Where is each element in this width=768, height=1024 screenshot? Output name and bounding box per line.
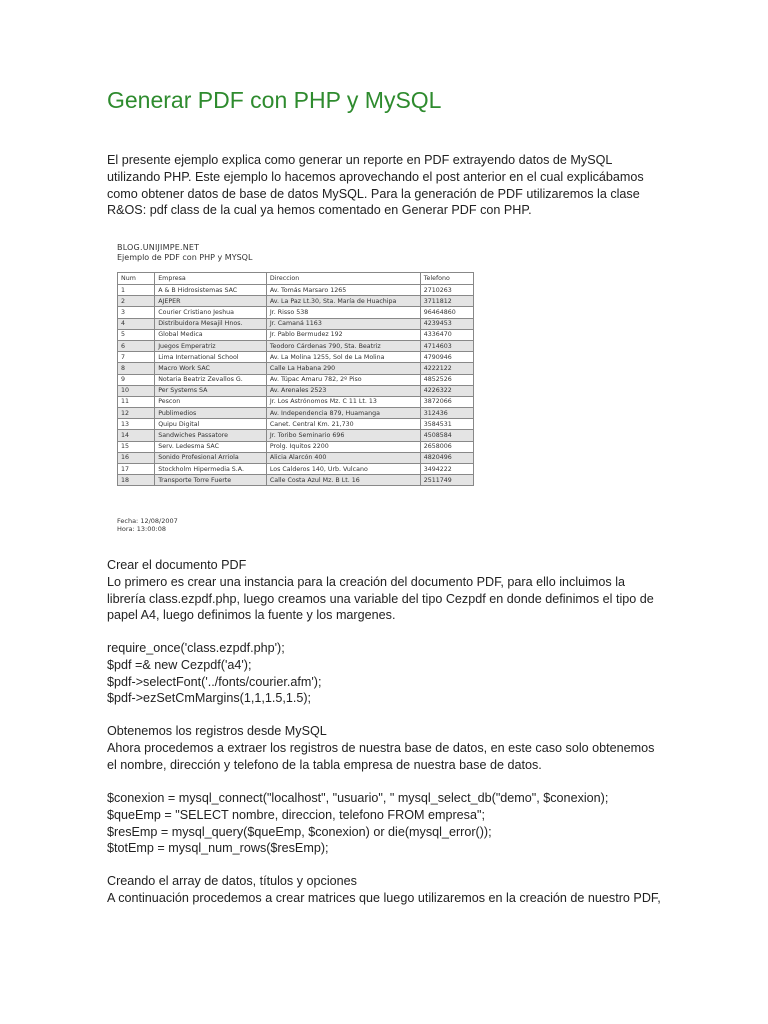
intro-line: R&OS: pdf class de la cual ya hemos comentado en Generar PDF con PHP. bbox=[107, 203, 532, 218]
table-row bbox=[118, 408, 474, 419]
section-line: Lo primero es crear una instancia para la creación del documento PDF, para ello incluimos la bbox=[107, 574, 626, 589]
table-cell: Publimedios bbox=[155, 408, 267, 419]
table-cell: 18 bbox=[118, 475, 155, 486]
section-crear bbox=[107, 557, 667, 624]
table-row bbox=[118, 340, 474, 351]
table-cell: 12 bbox=[118, 408, 155, 419]
table-cell: Av. Tomás Marsaro 1265 bbox=[266, 285, 420, 296]
table-cell: Canet. Central Km. 21,730 bbox=[266, 419, 420, 430]
table-cell: Los Calderos 140, Urb. Vulcano bbox=[266, 464, 420, 475]
table-row bbox=[118, 396, 474, 407]
table-cell: 3711812 bbox=[420, 296, 473, 307]
table-cell: 3584531 bbox=[420, 419, 473, 430]
table-cell: 7 bbox=[118, 352, 155, 363]
table-row bbox=[118, 374, 474, 385]
code-block-1 bbox=[107, 640, 667, 707]
intro-line: como obtener datos de base de datos MySQL. Para la generación de PDF utilizaremos la clase bbox=[107, 186, 640, 201]
table-cell: 4226322 bbox=[420, 385, 473, 396]
section-heading: Crear el documento PDF bbox=[107, 558, 247, 572]
table-cell: 4508584 bbox=[420, 430, 473, 441]
code-line: $resEmp = mysql_query($queEmp, $conexion) or die(mysql_error()); bbox=[107, 824, 492, 839]
report-date: Fecha: 12/08/2007 bbox=[117, 517, 178, 525]
table-cell: Juegos Emperatriz bbox=[155, 340, 267, 351]
table-cell: Jr. Camaná 1163 bbox=[266, 318, 420, 329]
table-cell: Av. La Paz Lt.30, Sta. María de Huachipa bbox=[266, 296, 420, 307]
table-row bbox=[118, 441, 474, 452]
table-cell: Pescon bbox=[155, 396, 267, 407]
table-cell: Av. Independencia 879, Huamanga bbox=[266, 408, 420, 419]
code-line: $pdf->selectFont('../fonts/courier.afm'); bbox=[107, 674, 322, 689]
table-cell: 3 bbox=[118, 307, 155, 318]
table-row bbox=[118, 296, 474, 307]
table-cell: 4714603 bbox=[420, 340, 473, 351]
section-line: A continuación procedemos a crear matrices que luego utilizaremos en la creación de nuestro PDF, bbox=[107, 890, 661, 905]
table-cell: Transporte Torre Fuerte bbox=[155, 475, 267, 486]
table-cell: 13 bbox=[118, 419, 155, 430]
table-cell: Stockholm Hipermedia S.A. bbox=[155, 464, 267, 475]
code-line: $conexion = mysql_connect("localhost", "usuario", " mysql_select_db("demo", $conexion); bbox=[107, 791, 609, 805]
section-heading: Creando el array de datos, títulos y opciones bbox=[107, 874, 357, 888]
table-cell: Calle La Habana 290 bbox=[266, 363, 420, 374]
page-title: Generar PDF con PHP y MySQL bbox=[107, 87, 442, 113]
section-line: papel A4, luego definimos la fuente y los margenes. bbox=[107, 608, 396, 623]
table-cell: Macro Work SAC bbox=[155, 363, 267, 374]
table-cell: 4790946 bbox=[420, 352, 473, 363]
table-cell: 14 bbox=[118, 430, 155, 441]
table-cell: 4852526 bbox=[420, 374, 473, 385]
table-cell: Global Medica bbox=[155, 329, 267, 340]
table-cell: 4 bbox=[118, 318, 155, 329]
table-cell: Lima International School bbox=[155, 352, 267, 363]
table-row bbox=[118, 363, 474, 374]
table-row bbox=[118, 307, 474, 318]
table-cell: 312436 bbox=[420, 408, 473, 419]
table-row bbox=[118, 285, 474, 296]
intro-line: El presente ejemplo explica como generar un reporte en PDF extrayendo datos de MySQL bbox=[107, 153, 613, 167]
table-cell: 11 bbox=[118, 396, 155, 407]
section-line: librería class.ezpdf.php, luego creamos una variable del tipo Cezpdf en donde definimos el tipo de bbox=[107, 591, 654, 606]
table-row bbox=[118, 419, 474, 430]
section-registros bbox=[107, 723, 667, 773]
table-cell: Jr. Toribo Seminario 696 bbox=[266, 430, 420, 441]
table-cell: 2658006 bbox=[420, 441, 473, 452]
report-header-cell: Empresa bbox=[155, 273, 267, 285]
report-body bbox=[118, 285, 474, 486]
table-cell: 6 bbox=[118, 340, 155, 351]
table-cell: 96464860 bbox=[420, 307, 473, 318]
table-cell: Per Systems SA bbox=[155, 385, 267, 396]
table-cell: 8 bbox=[118, 363, 155, 374]
code-line: $totEmp = mysql_num_rows($resEmp); bbox=[107, 841, 329, 856]
table-cell: 17 bbox=[118, 464, 155, 475]
report-header-row bbox=[118, 273, 474, 285]
table-row bbox=[118, 452, 474, 463]
table-cell: 9 bbox=[118, 374, 155, 385]
table-cell: Courier Cristiano Jeshua bbox=[155, 307, 267, 318]
table-cell: AJEPER bbox=[155, 296, 267, 307]
table-cell: 1 bbox=[118, 285, 155, 296]
section-line: el nombre, dirección y telefono de la tabla empresa de nuestra base de datos. bbox=[107, 757, 542, 772]
report-header-cell: Direccion bbox=[266, 273, 420, 285]
table-cell: 16 bbox=[118, 452, 155, 463]
table-row bbox=[118, 475, 474, 486]
report-subtitle: Ejemplo de PDF con PHP y MYSQL bbox=[117, 253, 253, 262]
table-row bbox=[118, 352, 474, 363]
table-cell: Calle Costa Azul Mz. B Lt. 16 bbox=[266, 475, 420, 486]
intro-paragraph bbox=[107, 152, 667, 219]
table-cell: Serv. Ledesma SAC bbox=[155, 441, 267, 452]
pdf-report-image bbox=[117, 243, 487, 484]
table-cell: 3872066 bbox=[420, 396, 473, 407]
table-cell: Av. Túpac Amaru 782, 2º Piso bbox=[266, 374, 420, 385]
report-time: Hora: 13:00:08 bbox=[117, 525, 166, 533]
table-row bbox=[118, 430, 474, 441]
table-cell: 2 bbox=[118, 296, 155, 307]
table-cell: 15 bbox=[118, 441, 155, 452]
table-cell: Jr. Los Astrónomos Mz. C 11 Lt. 13 bbox=[266, 396, 420, 407]
report-header-cell: Num bbox=[118, 273, 155, 285]
table-cell: A & B Hidrosistemas SAC bbox=[155, 285, 267, 296]
table-row bbox=[118, 464, 474, 475]
section-line: Ahora procedemos a extraer los registros de nuestra base de datos, en este caso solo obtenemos bbox=[107, 740, 655, 755]
table-row bbox=[118, 385, 474, 396]
table-cell: 5 bbox=[118, 329, 155, 340]
table-cell: 3494222 bbox=[420, 464, 473, 475]
table-cell: Distribuidora Mesajil Hnos. bbox=[155, 318, 267, 329]
table-cell: Notaria Beatriz Zevallos G. bbox=[155, 374, 267, 385]
table-cell: 4239453 bbox=[420, 318, 473, 329]
table-cell: Prolg. Iquitos 2200 bbox=[266, 441, 420, 452]
table-cell: Jr. Risso 538 bbox=[266, 307, 420, 318]
intro-line: utilizando PHP. Este ejemplo lo hacemos aprovechando el post anterior en el cual explicábamos bbox=[107, 169, 644, 184]
table-cell: Av. La Molina 1255, Sol de La Molina bbox=[266, 352, 420, 363]
table-cell: 4820496 bbox=[420, 452, 473, 463]
report-table bbox=[117, 272, 474, 486]
table-cell: 10 bbox=[118, 385, 155, 396]
section-array bbox=[107, 873, 667, 907]
table-cell: Sonido Profesional Arriola bbox=[155, 452, 267, 463]
table-row bbox=[118, 329, 474, 340]
table-row bbox=[118, 318, 474, 329]
report-footer bbox=[117, 517, 178, 533]
code-line: $queEmp = "SELECT nombre, direccion, telefono FROM empresa"; bbox=[107, 807, 485, 822]
table-cell: Teodoro Cárdenas 790, Sta. Beatriz bbox=[266, 340, 420, 351]
code-block-2 bbox=[107, 790, 667, 857]
table-cell: Quipu Digital bbox=[155, 419, 267, 430]
table-cell: Jr. Pablo Bermudez 192 bbox=[266, 329, 420, 340]
section-heading: Obtenemos los registros desde MySQL bbox=[107, 724, 327, 738]
table-cell: 2710263 bbox=[420, 285, 473, 296]
table-cell: 2511749 bbox=[420, 475, 473, 486]
table-cell: 4336470 bbox=[420, 329, 473, 340]
table-cell: Sandwiches Passatore bbox=[155, 430, 267, 441]
code-line: $pdf =& new Cezpdf('a4'); bbox=[107, 657, 252, 672]
code-line: require_once('class.ezpdf.php'); bbox=[107, 641, 285, 655]
report-header-cell: Telefono bbox=[420, 273, 473, 285]
code-line: $pdf->ezSetCmMargins(1,1,1.5,1.5); bbox=[107, 691, 312, 706]
table-cell: Av. Arenales 2523 bbox=[266, 385, 420, 396]
table-cell: 4222122 bbox=[420, 363, 473, 374]
report-site: BLOG.UNIJIMPE.NET bbox=[117, 243, 200, 252]
table-cell: Alicia Alarcón 400 bbox=[266, 452, 420, 463]
